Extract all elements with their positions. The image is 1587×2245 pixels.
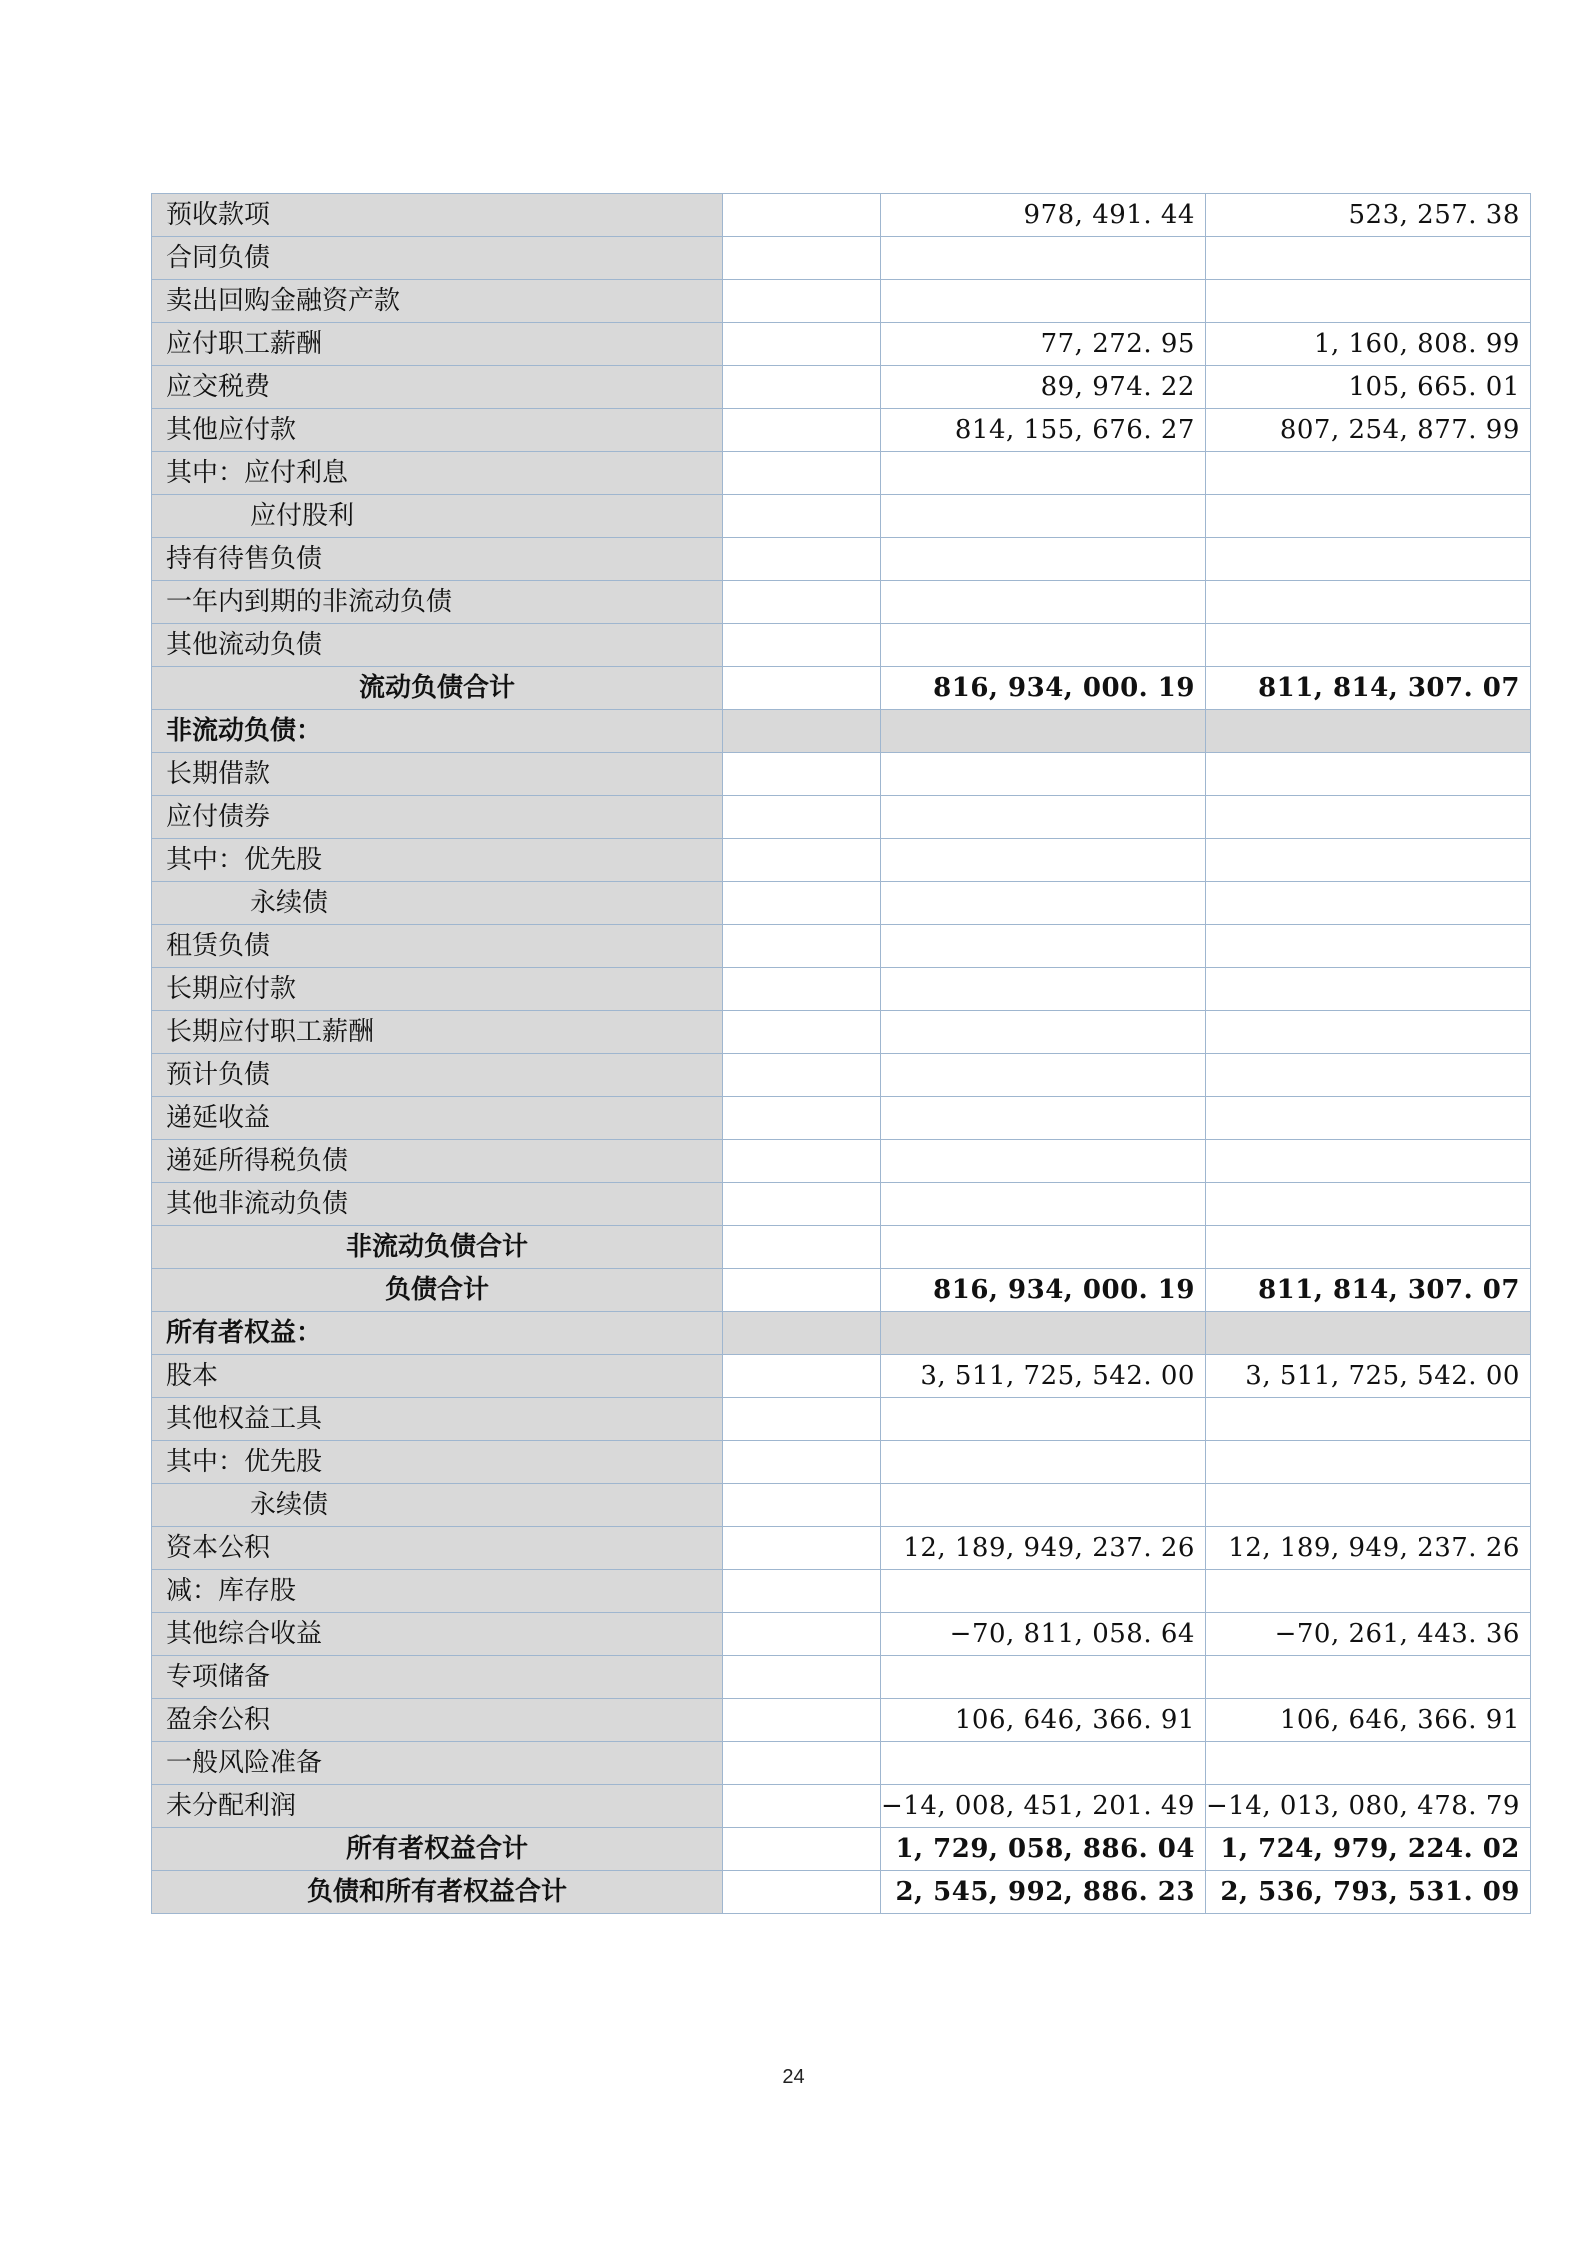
table-row	[152, 753, 1531, 796]
table-row	[152, 925, 1531, 968]
row-label: 盈余公积	[152, 1699, 723, 1742]
note-cell	[723, 1183, 881, 1226]
current-period-value	[881, 581, 1206, 624]
previous-period-value: −70, 261, 443. 36	[1205, 1613, 1530, 1656]
table-row	[152, 1226, 1531, 1269]
table-row	[152, 1484, 1531, 1527]
table-row	[152, 796, 1531, 839]
row-label: 其中：优先股	[152, 1441, 723, 1484]
current-period-value: 12, 189, 949, 237. 26	[881, 1527, 1206, 1570]
row-label: 永续债	[152, 882, 723, 925]
row-label: 其中：优先股	[152, 839, 723, 882]
note-cell	[723, 624, 881, 667]
table-row	[152, 710, 1531, 753]
current-period-value: 89, 974. 22	[881, 366, 1206, 409]
previous-period-value	[1205, 1011, 1530, 1054]
row-label: 非流动负债合计	[152, 1226, 723, 1269]
table-row	[152, 323, 1531, 366]
current-period-value	[881, 538, 1206, 581]
balance-sheet-table	[151, 193, 1531, 1914]
current-period-value	[881, 1484, 1206, 1527]
table-row	[152, 1097, 1531, 1140]
current-period-value	[881, 1011, 1206, 1054]
table-row	[152, 1828, 1531, 1871]
previous-period-value	[1205, 280, 1530, 323]
note-cell	[723, 1097, 881, 1140]
current-period-value: −70, 811, 058. 64	[881, 1613, 1206, 1656]
row-label: 长期借款	[152, 753, 723, 796]
note-cell	[723, 1355, 881, 1398]
row-label: 所有者权益：	[152, 1312, 723, 1355]
note-cell	[723, 538, 881, 581]
row-label: 长期应付款	[152, 968, 723, 1011]
note-cell	[723, 925, 881, 968]
note-cell	[723, 968, 881, 1011]
note-cell	[723, 710, 881, 753]
previous-period-value	[1205, 1140, 1530, 1183]
row-label: 其他综合收益	[152, 1613, 723, 1656]
current-period-value	[881, 1656, 1206, 1699]
previous-period-value	[1205, 624, 1530, 667]
previous-period-value	[1205, 538, 1530, 581]
row-label: 预收款项	[152, 194, 723, 237]
current-period-value	[881, 925, 1206, 968]
note-cell	[723, 323, 881, 366]
note-cell	[723, 366, 881, 409]
current-period-value	[881, 280, 1206, 323]
current-period-value: 816, 934, 000. 19	[881, 667, 1206, 710]
previous-period-value: 3, 511, 725, 542. 00	[1205, 1355, 1530, 1398]
previous-period-value	[1205, 1183, 1530, 1226]
row-label: 资本公积	[152, 1527, 723, 1570]
previous-period-value	[1205, 839, 1530, 882]
current-period-value	[881, 1226, 1206, 1269]
note-cell	[723, 1570, 881, 1613]
current-period-value	[881, 1398, 1206, 1441]
previous-period-value	[1205, 882, 1530, 925]
note-cell	[723, 1484, 881, 1527]
balance-sheet-body	[152, 194, 1531, 1914]
previous-period-value: 811, 814, 307. 07	[1205, 667, 1530, 710]
current-period-value	[881, 796, 1206, 839]
current-period-value: 106, 646, 366. 91	[881, 1699, 1206, 1742]
table-row	[152, 409, 1531, 452]
previous-period-value	[1205, 753, 1530, 796]
previous-period-value	[1205, 1656, 1530, 1699]
previous-period-value	[1205, 1054, 1530, 1097]
row-label: 应付债券	[152, 796, 723, 839]
table-row	[152, 1785, 1531, 1828]
current-period-value	[881, 968, 1206, 1011]
current-period-value	[881, 1183, 1206, 1226]
current-period-value	[881, 237, 1206, 280]
previous-period-value: 1, 724, 979, 224. 02	[1205, 1828, 1530, 1871]
previous-period-value	[1205, 968, 1530, 1011]
previous-period-value	[1205, 1312, 1530, 1355]
note-cell	[723, 1312, 881, 1355]
row-label: 递延收益	[152, 1097, 723, 1140]
row-label: 所有者权益合计	[152, 1828, 723, 1871]
previous-period-value	[1205, 796, 1530, 839]
current-period-value	[881, 1140, 1206, 1183]
previous-period-value: 523, 257. 38	[1205, 194, 1530, 237]
previous-period-value	[1205, 1441, 1530, 1484]
previous-period-value	[1205, 495, 1530, 538]
table-row	[152, 194, 1531, 237]
table-row	[152, 1613, 1531, 1656]
note-cell	[723, 1398, 881, 1441]
note-cell	[723, 1742, 881, 1785]
table-row	[152, 1699, 1531, 1742]
note-cell	[723, 495, 881, 538]
row-label: 持有待售负债	[152, 538, 723, 581]
note-cell	[723, 1054, 881, 1097]
row-label: 递延所得税负债	[152, 1140, 723, 1183]
table-row	[152, 1871, 1531, 1914]
note-cell	[723, 1226, 881, 1269]
current-period-value: 77, 272. 95	[881, 323, 1206, 366]
row-label: 应付股利	[152, 495, 723, 538]
previous-period-value	[1205, 1570, 1530, 1613]
note-cell	[723, 194, 881, 237]
row-label: 其他流动负债	[152, 624, 723, 667]
note-cell	[723, 1613, 881, 1656]
row-label: 专项储备	[152, 1656, 723, 1699]
previous-period-value	[1205, 710, 1530, 753]
table-row	[152, 1312, 1531, 1355]
current-period-value	[881, 1570, 1206, 1613]
row-label: 一年内到期的非流动负债	[152, 581, 723, 624]
current-period-value	[881, 495, 1206, 538]
note-cell	[723, 1011, 881, 1054]
note-cell	[723, 1871, 881, 1914]
previous-period-value: 1, 160, 808. 99	[1205, 323, 1530, 366]
row-label: 应交税费	[152, 366, 723, 409]
previous-period-value	[1205, 581, 1530, 624]
table-row	[152, 1527, 1531, 1570]
previous-period-value	[1205, 1097, 1530, 1140]
current-period-value	[881, 624, 1206, 667]
previous-period-value: 2, 536, 793, 531. 09	[1205, 1871, 1530, 1914]
table-row	[152, 1398, 1531, 1441]
note-cell	[723, 1785, 881, 1828]
table-row	[152, 280, 1531, 323]
current-period-value	[881, 753, 1206, 796]
current-period-value	[881, 452, 1206, 495]
row-label: 一般风险准备	[152, 1742, 723, 1785]
row-label: 长期应付职工薪酬	[152, 1011, 723, 1054]
table-row	[152, 1656, 1531, 1699]
row-label: 合同负债	[152, 237, 723, 280]
row-label: 卖出回购金融资产款	[152, 280, 723, 323]
row-label: 其中：应付利息	[152, 452, 723, 495]
current-period-value	[881, 1054, 1206, 1097]
current-period-value	[881, 1441, 1206, 1484]
note-cell	[723, 882, 881, 925]
table-row	[152, 1269, 1531, 1312]
current-period-value	[881, 882, 1206, 925]
table-row	[152, 237, 1531, 280]
note-cell	[723, 753, 881, 796]
row-label: 股本	[152, 1355, 723, 1398]
previous-period-value	[1205, 1742, 1530, 1785]
note-cell	[723, 409, 881, 452]
current-period-value	[881, 1742, 1206, 1785]
table-row	[152, 366, 1531, 409]
table-row	[152, 882, 1531, 925]
table-row	[152, 495, 1531, 538]
table-row	[152, 839, 1531, 882]
table-row	[152, 968, 1531, 1011]
current-period-value	[881, 839, 1206, 882]
current-period-value: −14, 008, 451, 201. 49	[881, 1785, 1206, 1828]
current-period-value	[881, 1097, 1206, 1140]
current-period-value: 2, 545, 992, 886. 23	[881, 1871, 1206, 1914]
table-row	[152, 1183, 1531, 1226]
table-row	[152, 1441, 1531, 1484]
row-label: 永续债	[152, 1484, 723, 1527]
previous-period-value: 105, 665. 01	[1205, 366, 1530, 409]
note-cell	[723, 237, 881, 280]
note-cell	[723, 667, 881, 710]
previous-period-value	[1205, 1484, 1530, 1527]
table-row	[152, 624, 1531, 667]
previous-period-value	[1205, 925, 1530, 968]
row-label: 应付职工薪酬	[152, 323, 723, 366]
table-row	[152, 1054, 1531, 1097]
note-cell	[723, 1527, 881, 1570]
row-label: 其他非流动负债	[152, 1183, 723, 1226]
previous-period-value	[1205, 237, 1530, 280]
row-label: 其他权益工具	[152, 1398, 723, 1441]
row-label: 负债和所有者权益合计	[152, 1871, 723, 1914]
table-row	[152, 1742, 1531, 1785]
note-cell	[723, 581, 881, 624]
note-cell	[723, 1828, 881, 1871]
previous-period-value	[1205, 1398, 1530, 1441]
note-cell	[723, 452, 881, 495]
previous-period-value: −14, 013, 080, 478. 79	[1205, 1785, 1530, 1828]
table-row	[152, 581, 1531, 624]
current-period-value: 814, 155, 676. 27	[881, 409, 1206, 452]
current-period-value: 1, 729, 058, 886. 04	[881, 1828, 1206, 1871]
row-label: 非流动负债：	[152, 710, 723, 753]
current-period-value: 3, 511, 725, 542. 00	[881, 1355, 1206, 1398]
row-label: 租赁负债	[152, 925, 723, 968]
page-number: 24	[782, 2066, 805, 2088]
note-cell	[723, 839, 881, 882]
current-period-value: 978, 491. 44	[881, 194, 1206, 237]
table-row	[152, 452, 1531, 495]
current-period-value	[881, 1312, 1206, 1355]
note-cell	[723, 1269, 881, 1312]
previous-period-value: 106, 646, 366. 91	[1205, 1699, 1530, 1742]
previous-period-value: 807, 254, 877. 99	[1205, 409, 1530, 452]
row-label: 其他应付款	[152, 409, 723, 452]
table-row	[152, 1570, 1531, 1613]
previous-period-value: 12, 189, 949, 237. 26	[1205, 1527, 1530, 1570]
row-label: 减：库存股	[152, 1570, 723, 1613]
note-cell	[723, 280, 881, 323]
previous-period-value: 811, 814, 307. 07	[1205, 1269, 1530, 1312]
table-row	[152, 1140, 1531, 1183]
table-row	[152, 538, 1531, 581]
note-cell	[723, 1699, 881, 1742]
row-label: 流动负债合计	[152, 667, 723, 710]
current-period-value	[881, 710, 1206, 753]
previous-period-value	[1205, 452, 1530, 495]
table-row	[152, 1011, 1531, 1054]
row-label: 预计负债	[152, 1054, 723, 1097]
note-cell	[723, 796, 881, 839]
row-label: 未分配利润	[152, 1785, 723, 1828]
table-row	[152, 667, 1531, 710]
note-cell	[723, 1140, 881, 1183]
previous-period-value	[1205, 1226, 1530, 1269]
current-period-value: 816, 934, 000. 19	[881, 1269, 1206, 1312]
row-label: 负债合计	[152, 1269, 723, 1312]
note-cell	[723, 1441, 881, 1484]
note-cell	[723, 1656, 881, 1699]
table-row	[152, 1355, 1531, 1398]
